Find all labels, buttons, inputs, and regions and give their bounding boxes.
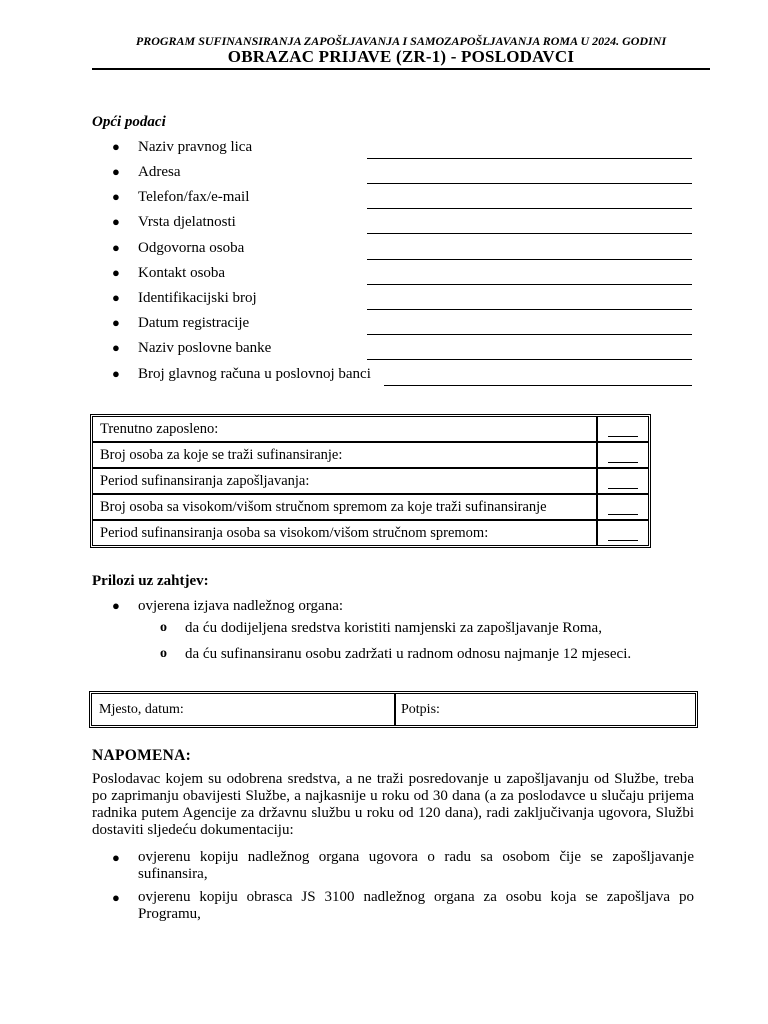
row-label: Trenutno zaposleno: [93, 417, 596, 443]
fill-line[interactable] [367, 284, 692, 285]
bullet-icon: ● [112, 189, 120, 204]
field-label: Vrsta djelatnosti [138, 214, 236, 230]
field-phone-fax-email [112, 189, 692, 211]
bullet-icon: ● [112, 890, 120, 905]
value-cell[interactable] [596, 495, 648, 521]
fill-line [608, 462, 638, 463]
attachment-label: ovjerena izjava nadležnog organa: [138, 598, 344, 614]
place-date-cell[interactable] [92, 694, 396, 725]
field-label: Naziv pravnog lica [138, 139, 253, 155]
bullet-icon: ● [112, 265, 120, 280]
field-bank-name [112, 340, 692, 362]
field-label: Broj glavnog računa u poslovnoj banci [138, 366, 371, 382]
note-item-label: ovjerenu kopiju nadležnog organa ugovora o radu sa osobom čije se zapošljavanje sufinansira, [138, 849, 694, 882]
fill-line [608, 514, 638, 515]
value-cell[interactable] [596, 417, 648, 443]
bullet-icon: ● [112, 850, 120, 865]
note-item-label: ovjerenu kopiju obrasca JS 3100 nadležnog organa za osobu koja se zapošljava po Programu, [138, 889, 694, 922]
row-label: Broj osoba za koje se traži sufinansiranje: [93, 443, 596, 469]
field-label: Identifikacijski broj [138, 290, 257, 306]
field-activity-type [112, 214, 692, 236]
program-heading: PROGRAM SUFINANSIRANJA ZAPOŠLJAVANJA I SAMOZAPOŠLJAVANJA ROMA U 2024. GODINI [135, 34, 667, 48]
fill-line[interactable] [367, 309, 692, 310]
circle-bullet-icon: o [160, 646, 167, 661]
field-label: Adresa [138, 164, 181, 180]
field-company-name [112, 139, 692, 161]
fill-line[interactable] [367, 233, 692, 234]
bullet-icon: ● [112, 214, 120, 229]
bullet-icon: ● [112, 139, 120, 154]
field-registration-date [112, 315, 692, 337]
fill-line[interactable] [367, 183, 692, 184]
fill-line[interactable] [367, 334, 692, 335]
value-cell[interactable] [596, 469, 648, 495]
fill-line [608, 436, 638, 437]
fill-line[interactable] [384, 385, 692, 386]
table-row [93, 417, 648, 443]
fill-line[interactable] [367, 359, 692, 360]
bullet-icon: ● [112, 240, 120, 255]
field-label: Datum registracije [138, 315, 250, 331]
row-label: Broj osoba sa visokom/višom stručnom spremom za koje traži sufinansiranje [93, 495, 596, 521]
table-row [93, 443, 648, 469]
field-label: Naziv poslovne banke [138, 340, 272, 356]
note-list-item [112, 889, 694, 923]
signature-label: Potpis: [401, 701, 440, 717]
field-label: Telefon/fax/e-mail [138, 189, 250, 205]
value-cell[interactable] [596, 521, 648, 545]
bullet-icon: ● [112, 366, 120, 381]
field-identification-number [112, 290, 692, 312]
bullet-icon: ● [112, 598, 120, 613]
fill-line [608, 488, 638, 489]
fill-line [608, 540, 638, 541]
header-rule [92, 68, 710, 70]
note-list-item [112, 849, 694, 883]
field-address [112, 164, 692, 186]
form-title: OBRAZAC PRIJAVE (ZR-1) - POSLODAVCI [227, 47, 575, 66]
note-body: Poslodavac kojem su odobrena sredstva, a ne traži posredovanje u zapošljavanju od Službe, treba po zaprimanju obavijesti Službe, a najkasnije u roku od 30 dana (a za poslodavce u slučaju prijema radnika putem Agencije za državnu službu u roku od 120 dana), radi zaključivanja ugovora, Službi dostaviti sljedeću dokumentaciju: [92, 771, 694, 838]
bullet-icon: ● [112, 315, 120, 330]
value-cell[interactable] [596, 443, 648, 469]
fill-line[interactable] [367, 158, 692, 159]
field-bank-account [112, 366, 692, 388]
signature-box [91, 693, 696, 726]
attachments-heading: Prilozi uz zahtjev: [92, 573, 209, 589]
table-row [93, 521, 648, 545]
row-label: Period sufinansiranja zapošljavanja: [93, 469, 596, 495]
fill-line[interactable] [367, 259, 692, 260]
row-label: Period sufinansiranja osoba sa visokom/višom stručnom spremom: [100, 524, 489, 541]
field-contact-person [112, 265, 692, 287]
field-label: Kontakt osoba [138, 265, 226, 281]
table-row [93, 469, 648, 495]
subitem-label: da ću dodijeljena sredstva koristiti namjenski za zapošljavanje Roma, [185, 620, 602, 636]
general-info-heading: Opći podaci [92, 114, 166, 130]
note-heading: NAPOMENA: [92, 747, 192, 764]
bullet-icon: ● [112, 340, 120, 355]
bullet-icon: ● [112, 164, 120, 179]
place-date-label: Mjesto, datum: [99, 701, 184, 717]
signature-cell[interactable] [394, 694, 695, 725]
table-row [93, 495, 648, 521]
field-responsible-person [112, 240, 692, 262]
fill-line[interactable] [367, 208, 692, 209]
bullet-icon: ● [112, 290, 120, 305]
subitem-label: da ću sufinansiranu osobu zadržati u radnom odnosu najmanje 12 mjeseci. [185, 646, 632, 662]
circle-bullet-icon: o [160, 620, 167, 635]
field-label: Odgovorna osoba [138, 240, 245, 256]
employment-stats-table [92, 416, 649, 546]
